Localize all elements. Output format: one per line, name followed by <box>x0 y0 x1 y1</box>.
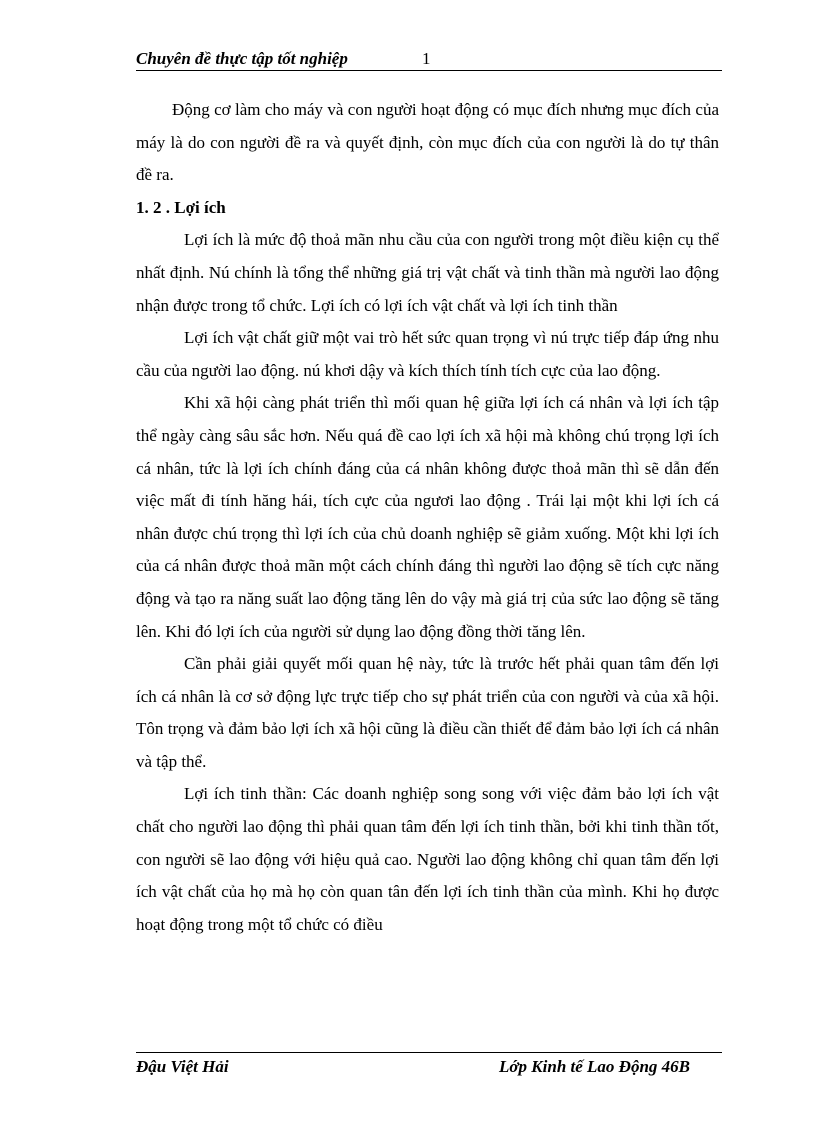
footer-class: Lớp Kinh tế Lao Động 46B <box>499 1057 690 1076</box>
footer-author: Đậu Việt Hải <box>136 1057 229 1076</box>
header-title: Chuyên đề thực tập tốt nghiệp <box>136 49 348 68</box>
page-footer <box>136 1052 722 1076</box>
paragraph-benefit-definition: Lợi ích là mức độ thoả mãn nhu cầu của con người trong một điều kiện cụ thể nhất định. Nú chính là tổng thể những giá trị vật chất và tinh thần mà người lao động nhận được trong tổ chức. Lợi ích có lợi ích vật chất và lợi ích tinh thần <box>136 230 719 315</box>
document-body <box>136 94 719 941</box>
paragraph-individual-collective: Khi xã hội càng phát triển thì mối quan hệ giữa lợi ích cá nhân và lợi ích tập thể ngày càng sâu sắc hơn. Nếu quá đề cao lợi ích xã hội mà không chú trọng lợi ích cá nhân, tức là lợi ích chính đáng của cá nhân không được thoả mãn thì sẽ dẫn đến việc mất đi tính hăng hái, tích cực của ngươi lao động . Trái lại một khi lợi ích cá nhân được chú trọng thì lợi ích của chủ doanh nghiệp sẽ giảm xuống. Một khi lợi ích của cá nhân được thoả mãn một cách chính đáng thì người lao động sẽ tích cực năng động và tạo ra năng suất lao động tăng lên do vậy mà giá trị của sức lao động sẽ tăng lên. Khi đó lợi ích của người sử dụng lao động đồng thời tăng lên. <box>136 393 719 641</box>
page-header <box>136 48 722 71</box>
paragraph-resolve-relationship: Cần phải giải quyết mối quan hệ này, tức là trước hết phải quan tâm đến lợi ích cá nhân là cơ sở động lực trực tiếp cho sự phát triển của con người và của xã hội. Tôn trọng và đảm bảo lợi ích xã hội cũng là điều cần thiết để đảm bảo lợi ích cá nhân và tập thể. <box>136 654 719 771</box>
paragraph-motivation: Động cơ làm cho máy và con người hoạt động có mục đích nhưng mục đích của máy là do con người đề ra và quyết định, còn mục đích của con người là do tự thân đề ra. <box>136 100 719 185</box>
paragraph-spiritual-benefit: Lợi ích tinh thần: Các doanh nghiệp song song với việc đảm bảo lợi ích vật chất cho người lao động thì phải quan tâm đến lợi ích tinh thần, bởi khi tinh thần tốt, con người sẽ lao động với hiệu quả cao. Người lao động không chỉ quan tâm đến lợi ích vật chất của họ mà họ còn quan tân đến lợi ích tinh thần của mình. Khi họ được hoạt động trong một tổ chức có điều <box>136 784 719 934</box>
page-number: 1 <box>422 49 431 68</box>
section-heading-loi-ich: 1. 2 . Lợi ích <box>136 197 226 217</box>
paragraph-material-benefit: Lợi ích vật chất giữ một vai trò hết sức quan trọng vì nú trực tiếp đáp ứng nhu cầu của người lao động. nú khơi dậy và kích thích tính tích cực của lao động. <box>136 328 719 380</box>
